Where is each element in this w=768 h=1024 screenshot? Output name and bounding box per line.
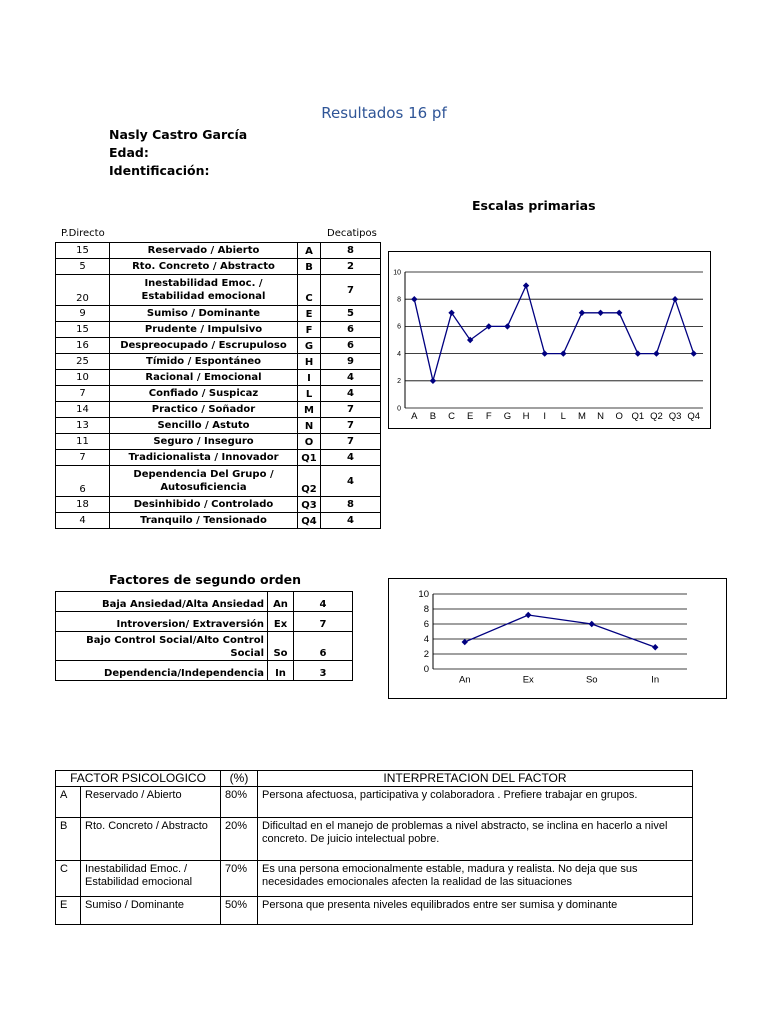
secondary-row xyxy=(56,592,353,612)
header-percent: (%) xyxy=(221,771,258,787)
primary-factor-code: Q4 xyxy=(298,513,321,529)
primary-direct-score: 15 xyxy=(56,322,110,338)
primary-direct-score: 16 xyxy=(56,338,110,354)
x-tick-label: C xyxy=(448,411,455,422)
x-tick-label: An xyxy=(458,674,471,686)
y-tick-label: 10 xyxy=(418,589,429,601)
x-tick-label: In xyxy=(651,674,660,686)
x-tick-label: O xyxy=(615,411,623,422)
primary-factor-code: B xyxy=(298,259,321,275)
primary-chart xyxy=(388,251,711,429)
interp-code: B xyxy=(56,818,81,861)
primary-scales-table xyxy=(55,242,381,529)
secondary-factor-value: 3 xyxy=(294,661,353,681)
primary-row xyxy=(56,418,381,434)
data-point xyxy=(411,296,417,302)
secondary-factor-code: Ex xyxy=(268,612,294,632)
interp-text: Persona afectuosa, participativa y colaboradora . Prefiere trabajar en grupos. xyxy=(258,787,693,818)
primary-chart-svg xyxy=(389,252,710,428)
interpretation-header-row xyxy=(56,771,693,787)
y-tick-label: 0 xyxy=(423,664,429,676)
interp-percent: 20% xyxy=(221,818,258,861)
primary-direct-score: 4 xyxy=(56,513,110,529)
primary-factor-code: N xyxy=(298,418,321,434)
secondary-row xyxy=(56,612,353,632)
y-tick-label: 4 xyxy=(397,350,401,358)
interp-text: Es una persona emocionalmente estable, madura y realista. No deja que sus necesidades emocionales afecten la realidad de las situaciones xyxy=(258,861,693,897)
y-tick-label: 4 xyxy=(423,634,429,646)
secondary-factor-code: An xyxy=(268,592,294,612)
primary-factor-code: H xyxy=(298,354,321,370)
x-tick-label: Q4 xyxy=(687,411,701,422)
primary-factor-name: Inestabilidad Emoc. / Estabilidad emocional xyxy=(110,275,298,306)
person-name: Nasly Castro García xyxy=(109,127,248,142)
y-tick-label: 0 xyxy=(397,405,401,413)
primary-direct-score: 20 xyxy=(56,275,110,306)
secondary-factor-name: Baja Ansiedad/Alta Ansiedad xyxy=(56,592,268,612)
primary-section-title: Escalas primarias xyxy=(472,198,596,213)
primary-direct-score: 7 xyxy=(56,386,110,402)
primary-factor-name: Tradicionalista / Innovador xyxy=(110,450,298,466)
primary-factor-name: Prudente / Impulsivo xyxy=(110,322,298,338)
primary-factor-name: Confiado / Suspicaz xyxy=(110,386,298,402)
primary-decatipo: 5 xyxy=(321,306,381,322)
primary-decatipo: 4 xyxy=(321,513,381,529)
primary-row xyxy=(56,386,381,402)
primary-direct-score: 10 xyxy=(56,370,110,386)
secondary-factors-table xyxy=(55,591,353,681)
data-point xyxy=(653,350,659,356)
data-point xyxy=(462,639,468,645)
data-point xyxy=(652,644,658,650)
interp-code: A xyxy=(56,787,81,818)
y-tick-label: 6 xyxy=(423,619,429,631)
age-label: Edad: xyxy=(109,145,149,160)
header-factor: FACTOR PSICOLOGICO xyxy=(56,771,221,787)
primary-decatipo: 4 xyxy=(321,466,381,497)
x-tick-label: Q1 xyxy=(631,411,645,422)
header-interpretation: INTERPRETACION DEL FACTOR xyxy=(258,771,693,787)
secondary-row xyxy=(56,661,353,681)
primary-decatipo: 7 xyxy=(321,402,381,418)
primary-factor-name: Practico / Soñador xyxy=(110,402,298,418)
series-line xyxy=(414,286,693,381)
id-label: Identificación: xyxy=(109,163,210,178)
x-tick-label: B xyxy=(429,411,437,422)
primary-factor-code: O xyxy=(298,434,321,450)
primary-decatipo: 9 xyxy=(321,354,381,370)
primary-row xyxy=(56,243,381,259)
primary-factor-name: Dependencia Del Grupo / Autosuficiencia xyxy=(110,466,298,497)
primary-row xyxy=(56,259,381,275)
primary-row xyxy=(56,370,381,386)
x-tick-label: L xyxy=(560,411,566,422)
interp-code: E xyxy=(56,897,81,925)
primary-direct-score: 15 xyxy=(56,243,110,259)
col-decatipos-label: Decatipos xyxy=(327,228,377,239)
primary-direct-score: 5 xyxy=(56,259,110,275)
x-tick-label: M xyxy=(577,411,586,422)
primary-row xyxy=(56,338,381,354)
primary-factor-code: M xyxy=(298,402,321,418)
y-tick-label: 2 xyxy=(397,378,401,386)
primary-factor-code: Q2 xyxy=(298,466,321,497)
interp-factor: Inestabilidad Emoc. / Estabilidad emocional xyxy=(81,861,221,897)
primary-decatipo: 7 xyxy=(321,275,381,306)
secondary-chart-svg xyxy=(389,579,726,698)
series-line xyxy=(465,615,656,647)
x-tick-label: Q2 xyxy=(650,411,663,422)
x-tick-label: G xyxy=(503,411,512,422)
interpretation-row xyxy=(56,897,693,925)
primary-row xyxy=(56,275,381,306)
primary-factor-code: E xyxy=(298,306,321,322)
primary-row xyxy=(56,354,381,370)
primary-row xyxy=(56,466,381,497)
interp-text: Persona que presenta niveles equilibrados entre ser sumisa y dominante xyxy=(258,897,693,925)
primary-decatipo: 7 xyxy=(321,418,381,434)
primary-factor-name: Tranquilo / Tensionado xyxy=(110,513,298,529)
x-tick-label: N xyxy=(597,411,604,422)
primary-factor-code: A xyxy=(298,243,321,259)
primary-factor-code: I xyxy=(298,370,321,386)
secondary-factor-name: Bajo Control Social/Alto Control Social xyxy=(56,632,268,661)
data-point xyxy=(560,350,566,356)
x-tick-label: Q3 xyxy=(668,411,682,422)
data-point xyxy=(589,621,595,627)
primary-direct-score: 9 xyxy=(56,306,110,322)
primary-direct-score: 7 xyxy=(56,450,110,466)
data-point xyxy=(430,378,436,384)
primary-decatipo: 8 xyxy=(321,497,381,513)
y-tick-label: 8 xyxy=(423,604,429,616)
document-title: Resultados 16 pf xyxy=(321,104,447,122)
interpretation-row xyxy=(56,787,693,818)
secondary-factor-value: 7 xyxy=(294,612,353,632)
secondary-section-title: Factores de segundo orden xyxy=(109,572,302,587)
secondary-row xyxy=(56,632,353,661)
primary-factor-code: F xyxy=(298,322,321,338)
primary-direct-score: 25 xyxy=(56,354,110,370)
data-point xyxy=(690,350,696,356)
interp-factor: Reservado / Abierto xyxy=(81,787,221,818)
primary-direct-score: 6 xyxy=(56,466,110,497)
data-point xyxy=(541,350,547,356)
primary-factor-code: Q1 xyxy=(298,450,321,466)
secondary-factor-name: Dependencia/Independencia xyxy=(56,661,268,681)
primary-row xyxy=(56,450,381,466)
primary-factor-name: Rto. Concreto / Abstracto xyxy=(110,259,298,275)
secondary-factor-value: 6 xyxy=(294,632,353,661)
primary-factor-name: Sumiso / Dominante xyxy=(110,306,298,322)
primary-factor-code: C xyxy=(298,275,321,306)
secondary-chart xyxy=(388,578,727,699)
primary-decatipo: 4 xyxy=(321,450,381,466)
y-tick-label: 2 xyxy=(423,649,429,661)
primary-row xyxy=(56,434,381,450)
x-tick-label: I xyxy=(543,411,547,422)
primary-direct-score: 18 xyxy=(56,497,110,513)
x-tick-label: A xyxy=(411,411,418,422)
primary-decatipo: 2 xyxy=(321,259,381,275)
primary-factor-name: Desinhibido / Controlado xyxy=(110,497,298,513)
interpretation-row xyxy=(56,818,693,861)
y-tick-label: 6 xyxy=(397,323,401,331)
data-point xyxy=(523,282,529,288)
primary-decatipo: 4 xyxy=(321,386,381,402)
data-point xyxy=(504,323,510,329)
y-tick-label: 8 xyxy=(397,296,401,304)
primary-decatipo: 7 xyxy=(321,434,381,450)
data-point xyxy=(672,296,678,302)
primary-row xyxy=(56,402,381,418)
primary-decatipo: 8 xyxy=(321,243,381,259)
primary-direct-score: 13 xyxy=(56,418,110,434)
primary-direct-score: 11 xyxy=(56,434,110,450)
primary-decatipo: 6 xyxy=(321,338,381,354)
primary-factor-name: Seguro / Inseguro xyxy=(110,434,298,450)
interp-percent: 70% xyxy=(221,861,258,897)
col-direct-label: P.Directo xyxy=(61,228,105,239)
primary-factor-name: Tímido / Espontáneo xyxy=(110,354,298,370)
y-tick-label: 10 xyxy=(393,269,401,277)
primary-row xyxy=(56,497,381,513)
x-tick-label: F xyxy=(485,411,492,422)
primary-decatipo: 4 xyxy=(321,370,381,386)
primary-row xyxy=(56,306,381,322)
x-tick-label: Ex xyxy=(522,674,534,686)
interpretation-table xyxy=(55,770,693,925)
interp-factor: Sumiso / Dominante xyxy=(81,897,221,925)
interp-code: C xyxy=(56,861,81,897)
primary-direct-score: 14 xyxy=(56,402,110,418)
primary-row xyxy=(56,322,381,338)
primary-decatipo: 6 xyxy=(321,322,381,338)
interp-factor: Rto. Concreto / Abstracto xyxy=(81,818,221,861)
secondary-factor-code: So xyxy=(268,632,294,661)
primary-factor-code: Q3 xyxy=(298,497,321,513)
interpretation-row xyxy=(56,861,693,897)
interp-percent: 80% xyxy=(221,787,258,818)
primary-factor-name: Despreocupado / Escrupuloso xyxy=(110,338,298,354)
x-tick-label: So xyxy=(585,674,598,686)
primary-factor-code: L xyxy=(298,386,321,402)
data-point xyxy=(597,310,603,316)
x-tick-label: E xyxy=(467,411,474,422)
interp-percent: 50% xyxy=(221,897,258,925)
data-point xyxy=(579,310,585,316)
primary-factor-name: Sencillo / Astuto xyxy=(110,418,298,434)
secondary-factor-code: In xyxy=(268,661,294,681)
primary-factor-name: Racional / Emocional xyxy=(110,370,298,386)
interp-text: Dificultad en el manejo de problemas a nivel abstracto, se inclina en hacerlo a nivel concreto. De juicio intelectual pobre. xyxy=(258,818,693,861)
data-point xyxy=(525,612,531,618)
x-tick-label: H xyxy=(522,411,530,422)
secondary-factor-value: 4 xyxy=(294,592,353,612)
data-point xyxy=(616,310,622,316)
data-point xyxy=(635,350,641,356)
primary-row xyxy=(56,513,381,529)
primary-factor-code: G xyxy=(298,338,321,354)
primary-factor-name: Reservado / Abierto xyxy=(110,243,298,259)
secondary-factor-name: Introversion/ Extraversión xyxy=(56,612,268,632)
